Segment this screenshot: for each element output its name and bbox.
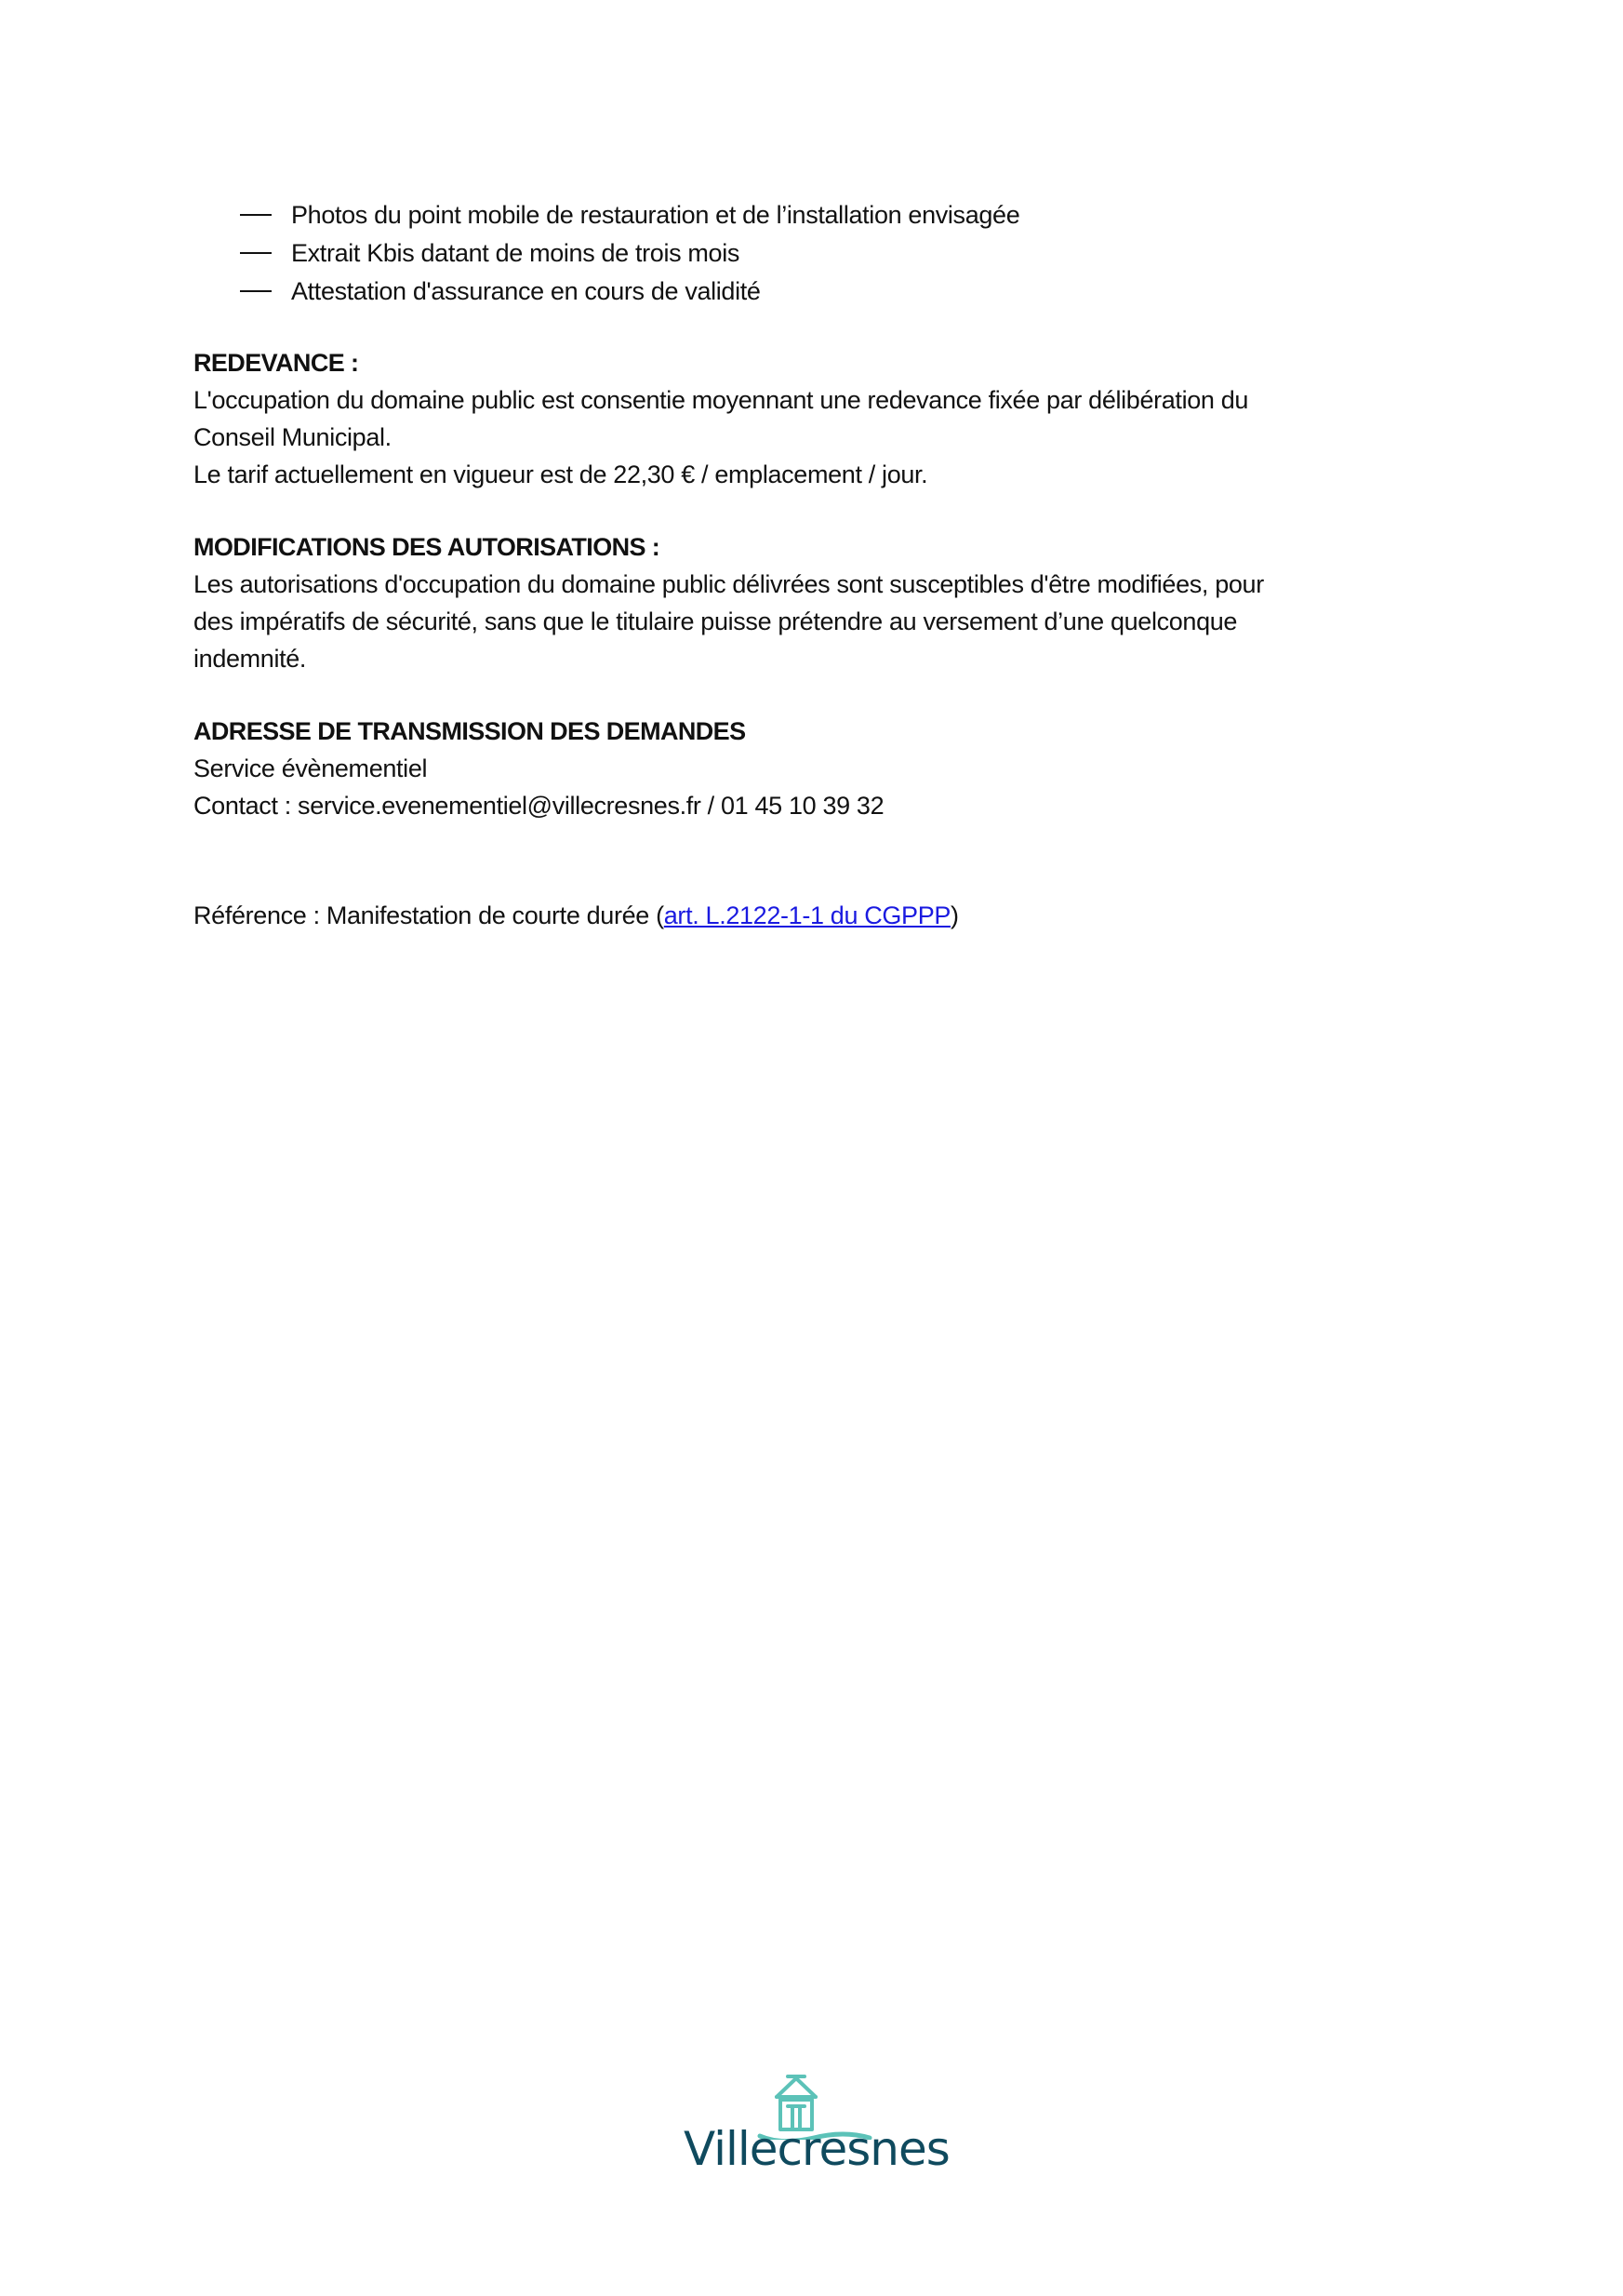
- modifications-text-line: Les autorisations d'occupation du domaine public délivrées sont susceptibles d'être modifiées, pour: [193, 570, 1264, 598]
- reference-line: [193, 897, 959, 934]
- list-item: [240, 234, 739, 272]
- reference-open-paren: (: [656, 901, 664, 929]
- dash-bullet-icon: [240, 214, 272, 216]
- list-item: [240, 273, 761, 310]
- cgppp-article-link[interactable]: art. L.2122-1-1 du CGPPP: [663, 901, 951, 929]
- reference-close-paren: ): [951, 901, 959, 929]
- modifications-text-line: des impératifs de sécurité, sans que le titulaire puisse prétendre au versement d’une quelconque: [193, 607, 1238, 635]
- villecresnes-logo: [684, 2075, 950, 2186]
- contact-info: Contact : service.evenementiel@villecresnes.fr / 01 45 10 39 32: [193, 792, 885, 820]
- service-name: Service évènementiel: [193, 754, 428, 782]
- list-item: [240, 196, 1019, 234]
- modifications-heading: MODIFICATIONS DES AUTORISATIONS :: [193, 533, 660, 561]
- list-item-text: Extrait Kbis datant de moins de trois mois: [291, 239, 740, 267]
- logo-wordmark: Villecresnes: [684, 2122, 950, 2176]
- dash-bullet-icon: [240, 252, 272, 254]
- adresse-heading: ADRESSE DE TRANSMISSION DES DEMANDES: [193, 717, 746, 745]
- list-item-text: Photos du point mobile de restauration et de l’installation envisagée: [291, 201, 1020, 229]
- redevance-text-line: Conseil Municipal.: [193, 423, 392, 451]
- modifications-text-line: indemnité.: [193, 645, 307, 673]
- redevance-text-line: L'occupation du domaine public est consentie moyennant une redevance fixée par délibération du: [193, 386, 1249, 414]
- redevance-heading: REDEVANCE :: [193, 349, 359, 377]
- redevance-text-line: Le tarif actuellement en vigueur est de 22,30 € / emplacement / jour.: [193, 461, 928, 488]
- dash-bullet-icon: [240, 290, 272, 292]
- reference-prefix: Référence : Manifestation de courte durée: [193, 901, 657, 929]
- list-item-text: Attestation d'assurance en cours de validité: [291, 277, 761, 305]
